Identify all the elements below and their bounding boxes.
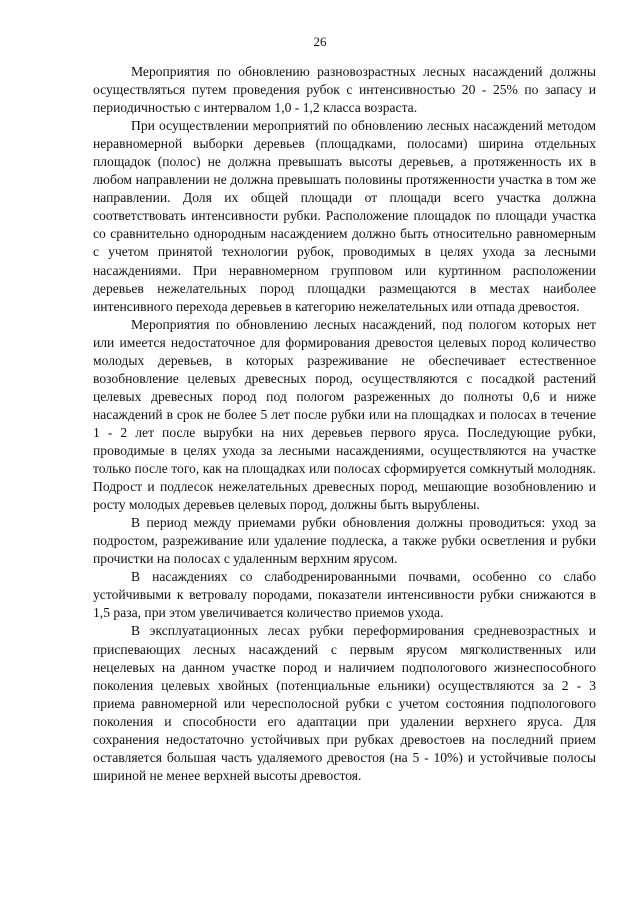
paragraph-uneven-selection: При осуществлении мероприятий по обновлению лесных насаждений методом неравномерной выборки деревьев (площадками, полосами) ширина отдельных площадок (полос) не должна превышать высоты деревьев, а протяженность их в любом направлении не должна превышать половины протяженности участка в том же направлении. Доля их общей площади от площади всего участка должна соответствовать интенсивности рубки. Расположение площадок по площади участка со сравнительно однородным насаждением должно быть относительно равномерным с учетом принятой технологии рубок, проводимых в целях ухода за лесными насаждениями. При неравномерном групповом или куртинном расположении деревьев нежелательных пород площадки размещаются в местах наиболее интенсивного перехода деревьев в категорию нежелательных или отпада древостоя. [93,118,596,314]
paragraph-poorly-drained-soils: В насаждениях со слабодренированными почвами, особенно со слабо устойчивыми к ветровалу породами, показатели интенсивности рубки снижаются в 1,5 раза, при этом увеличивается количество приемов ухода. [93,569,596,621]
paragraph-between-felling-stages: В период между приемами рубки обновления должны проводиться: уход за подростом, разреживание или удаление подлеска, а также рубки осветления и рубки прочистки на полосах с удаленным верхним ярусом. [93,515,596,567]
paragraph-renewal-intensity: Мероприятия по обновлению разновозрастных лесных насаждений должны осуществляться путем проведения рубок с интенсивностью 20 - 25% по запасу и периодичностью с интервалом 1,0 - 1,2 класса возраста. [93,64,596,116]
page-number: 26 [313,34,327,49]
document-body [93,63,596,785]
paragraph-reformation-felling: В эксплуатационных лесах рубки переформирования средневозрастных и приспевающих лесных насаждений с первым ярусом мягколиственных или нецелевых на данном участке пород и наличием подпологового жизнеспособного поколения целевых хвойных (потенциальные ельники) осуществляются за 2 - 3 приема равномерной или чересполосной рубки с учетом состояния подпологового поколения и способности его адаптации при удалении верхнего яруса. Для сохранения недостаточно устойчивых при рубках древостоев на последний прием оставляется большая часть удаляемого древостоя (на 5 - 10%) и устойчивые полосы шириной не менее верхней высоты древостоя. [93,623,596,783]
paragraph-planting-under-canopy: Мероприятия по обновлению лесных насаждений, под пологом которых нет или имеется недостаточное для формирования древостоя целевых пород количество молодых деревьев, в которых разреживание не обеспечивает естественное возобновление целевых древесных пород, осуществляются с посадкой растений целевых древесных пород под пологом разреженных до полноты 0,6 и ниже насаждений в срок не более 5 лет после рубки или на площадках и полосах в течение 1 - 2 лет после вырубки на них деревьев первого яруса. Последующие рубки, проводимые в целях ухода за лесными насаждениями, осуществляются на участке только после того, как на площадках или полосах сформируется сомкнутый молодняк. Подрост и подлесок нежелательных древесных пород, мешающие возобновлению и росту молодых деревьев целевых пород, должны быть вырублены. [93,316,596,513]
